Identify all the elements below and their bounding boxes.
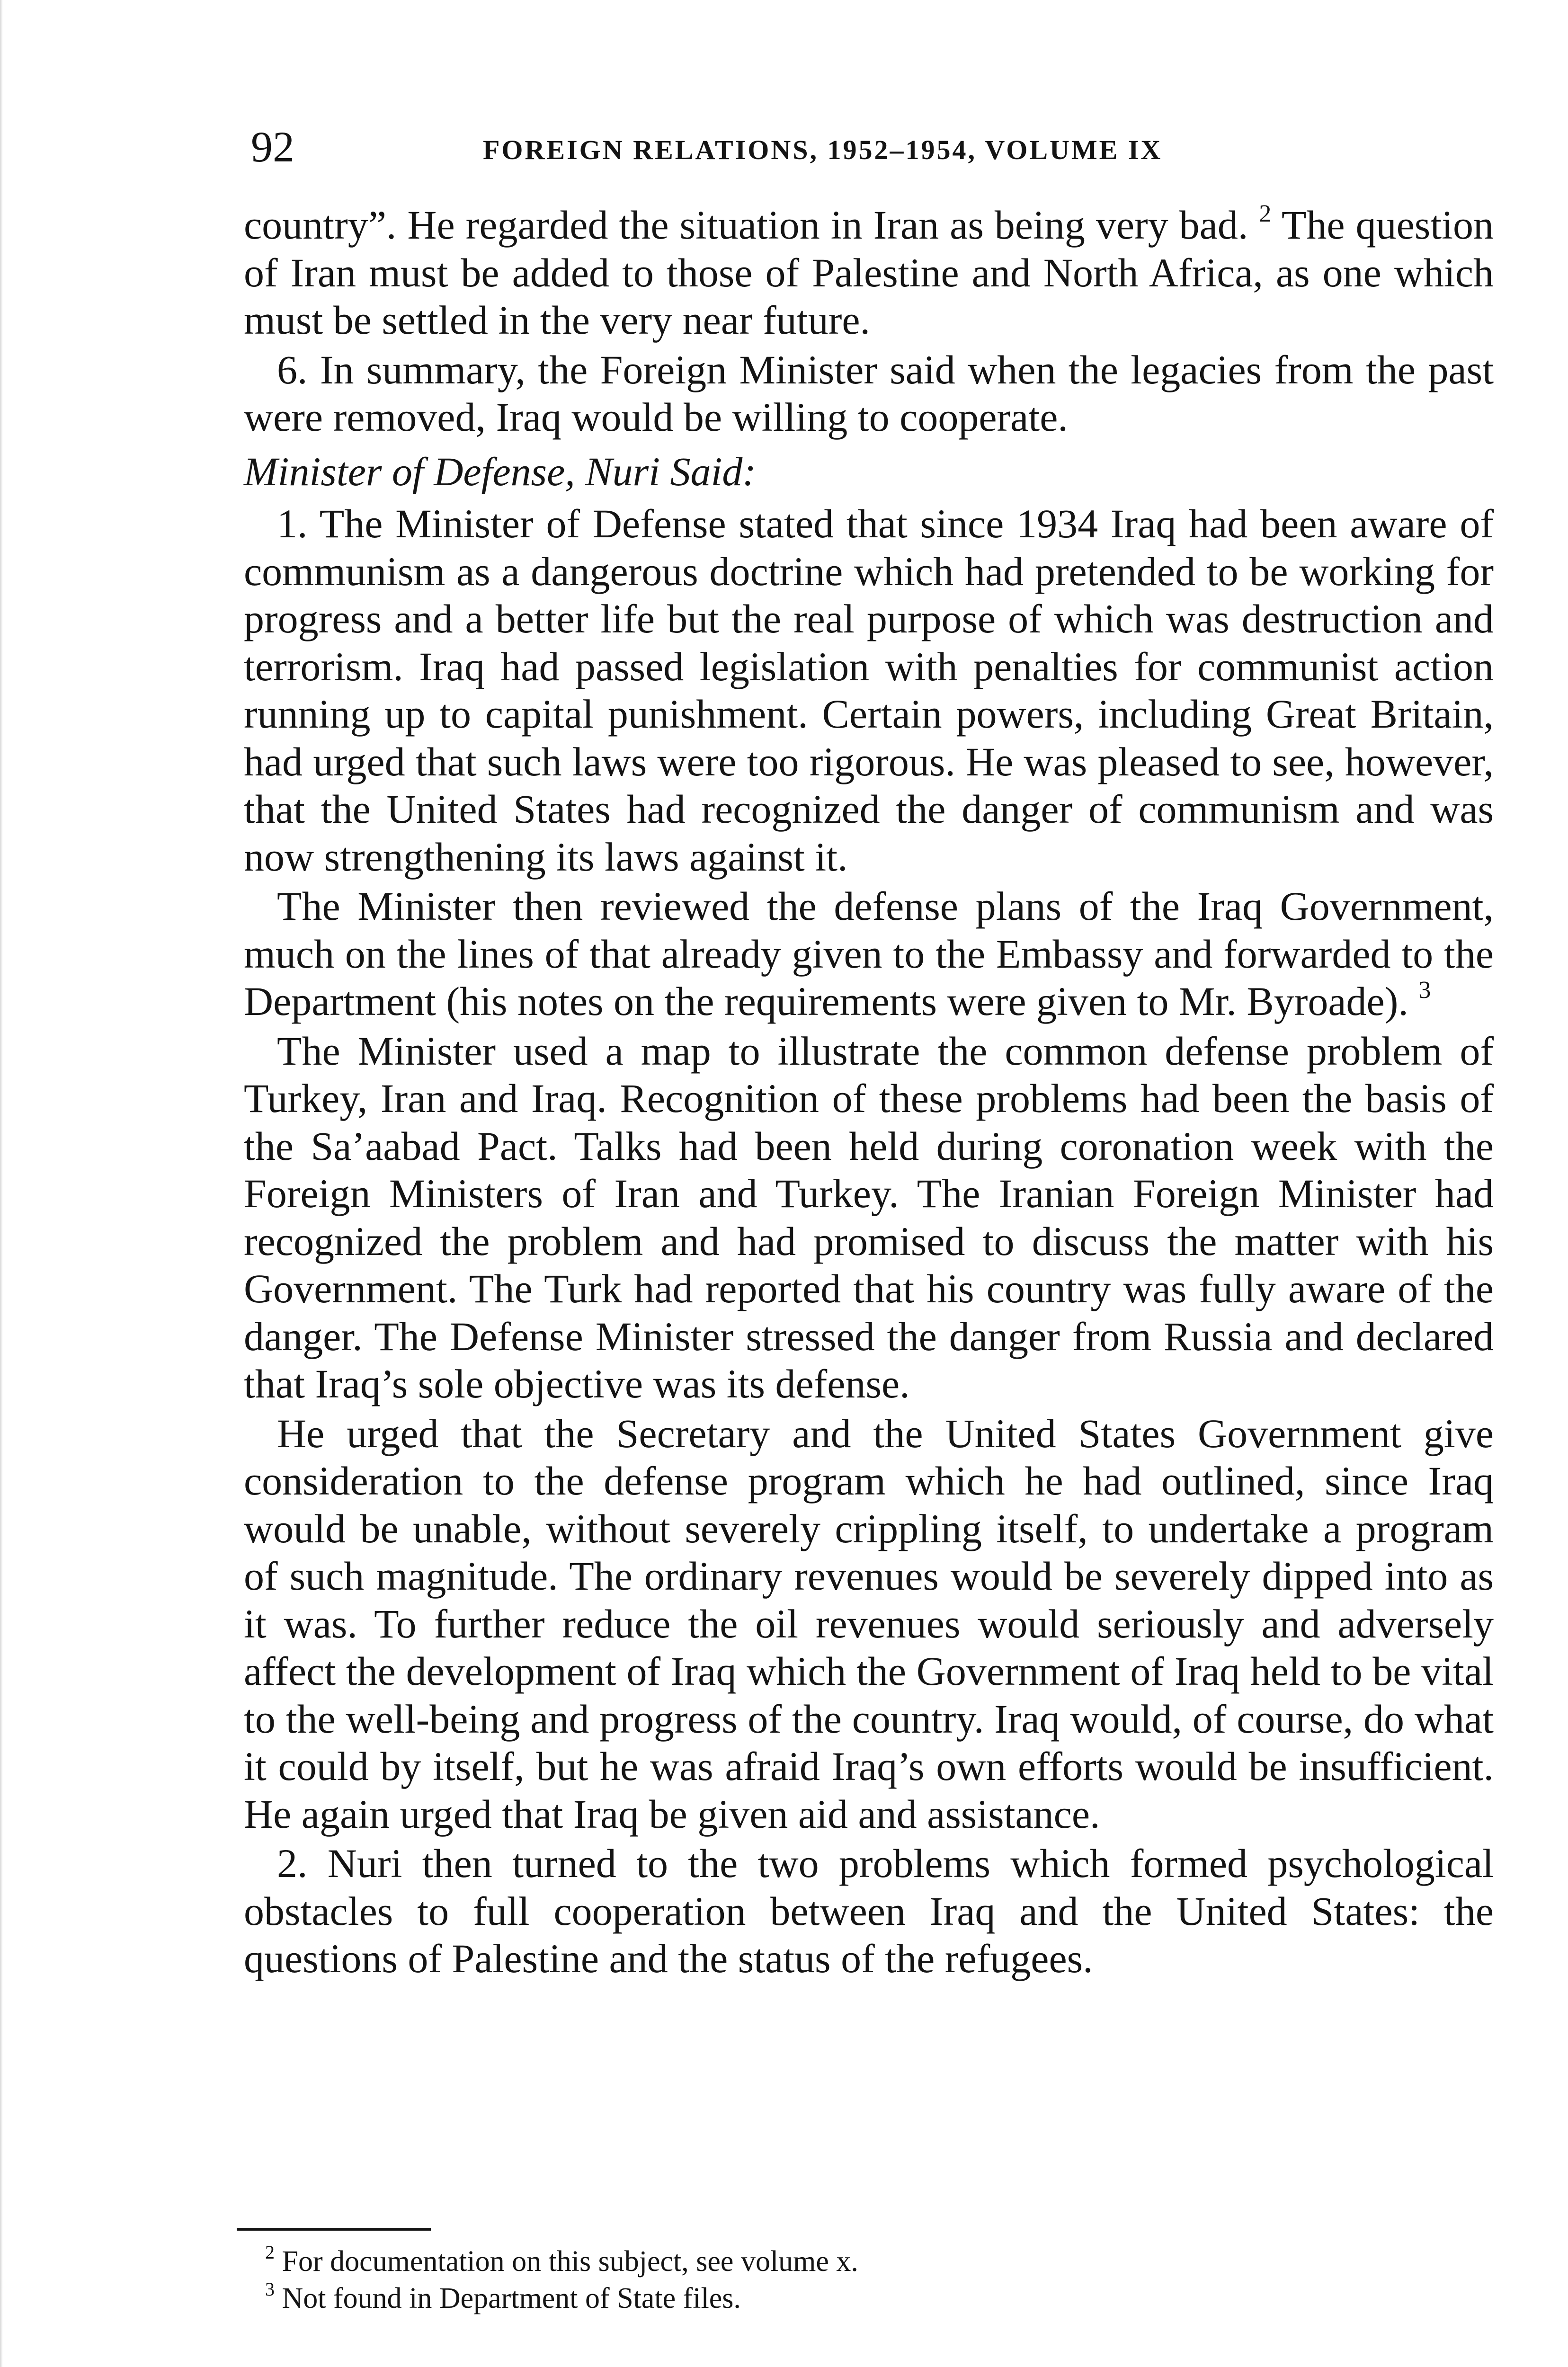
paragraph <box>244 882 1494 1025</box>
body-text <box>244 201 1494 1984</box>
footnote-reference: 2 <box>1259 200 1272 227</box>
footnotes <box>265 2243 1449 2317</box>
footnote-marker: 2 <box>265 2242 275 2263</box>
page-number: 92 <box>251 123 294 171</box>
paragraph-continued <box>244 201 1494 344</box>
page-header <box>251 121 1491 178</box>
section-heading: Minister of Defense, Nuri Said: <box>244 448 757 494</box>
running-head: FOREIGN RELATIONS, 1952–1954, VOLUME IX <box>483 134 1163 165</box>
footnote <box>265 2243 1449 2280</box>
paragraph: He urged that the Secretary and the United States Government give consideration to the defense program which he had outlined, since Iraq would be unable, without severely crippling itself, to undertake a program of such magnitude. The ordinary revenues would be severely dipped into as it was. To further reduce the oil revenues would seriously and adversely affect the development of Iraq which the Government of Iraq held to be vital to the well-being and progress of the country. Iraq would, of course, do what it could by itself, but he was afraid Iraq’s own efforts would be insufficient. He again urged that Iraq be given aid and assistance. <box>244 1410 1494 1837</box>
footnote-divider <box>237 2228 431 2231</box>
paragraph: 1. The Minister of Defense stated that since 1934 Iraq had been aware of communism as a dangerous doctrine which had pretended to be working for progress and a better life but the real purpose of which was destruction and terrorism. Iraq had passed legislation with penalties for communist action running up to capital punishment. Certain powers, including Great Britain, had urged that such laws were too rigorous. He was pleased to see, however, that the United States had recognized the danger of communism and was now strengthening its laws against it. <box>244 501 1494 880</box>
paragraph: The Minister used a map to illustrate the common defense problem of Turkey, Iran and Iraq. Recognition of these problems had been the basis of the Sa’aabad Pact. Talks had been held during coronation week with the Foreign Ministers of Iran and Turkey. The Iranian Foreign Minister had recognized the problem and had promised to discuss the matter with his Government. The Turk had reported that his country was fully aware of the danger. The Defense Minister stressed the danger from Russia and declared that Iraq’s sole objective was its defense. <box>244 1028 1494 1406</box>
paragraph: 2. Nuri then turned to the two problems which formed psychological obstacles to full cooperation between Iraq and the United States: the questions of Palestine and the status of the refugees. <box>244 1841 1494 1981</box>
scan-edge <box>0 0 3 2367</box>
footnote <box>265 2280 1449 2317</box>
footnote-text: Not found in Department of State files. <box>282 2282 741 2314</box>
footnote-marker: 3 <box>265 2278 275 2300</box>
paragraph: 6. In summary, the Foreign Minister said when the legacies from the past were removed, Iraq would be willing to cooperate. <box>244 347 1494 440</box>
footnote-reference: 3 <box>1418 977 1431 1004</box>
paragraph-text: The question of Iran must be added to those of Palestine and North Africa, as one which must be settled in the very near future. <box>244 202 1494 343</box>
paragraph-text: The Minister then reviewed the defense plans of the Iraq Government, much on the lines of that already given to the Embassy and forwarded to the Department (his notes on the requirements were given to Mr. Byroade). <box>244 883 1494 1024</box>
footnote-text: For documentation on this subject, see volume x. <box>282 2245 858 2278</box>
paragraph-text: country”. He regarded the situation in Iran as being very bad. <box>244 202 1248 248</box>
